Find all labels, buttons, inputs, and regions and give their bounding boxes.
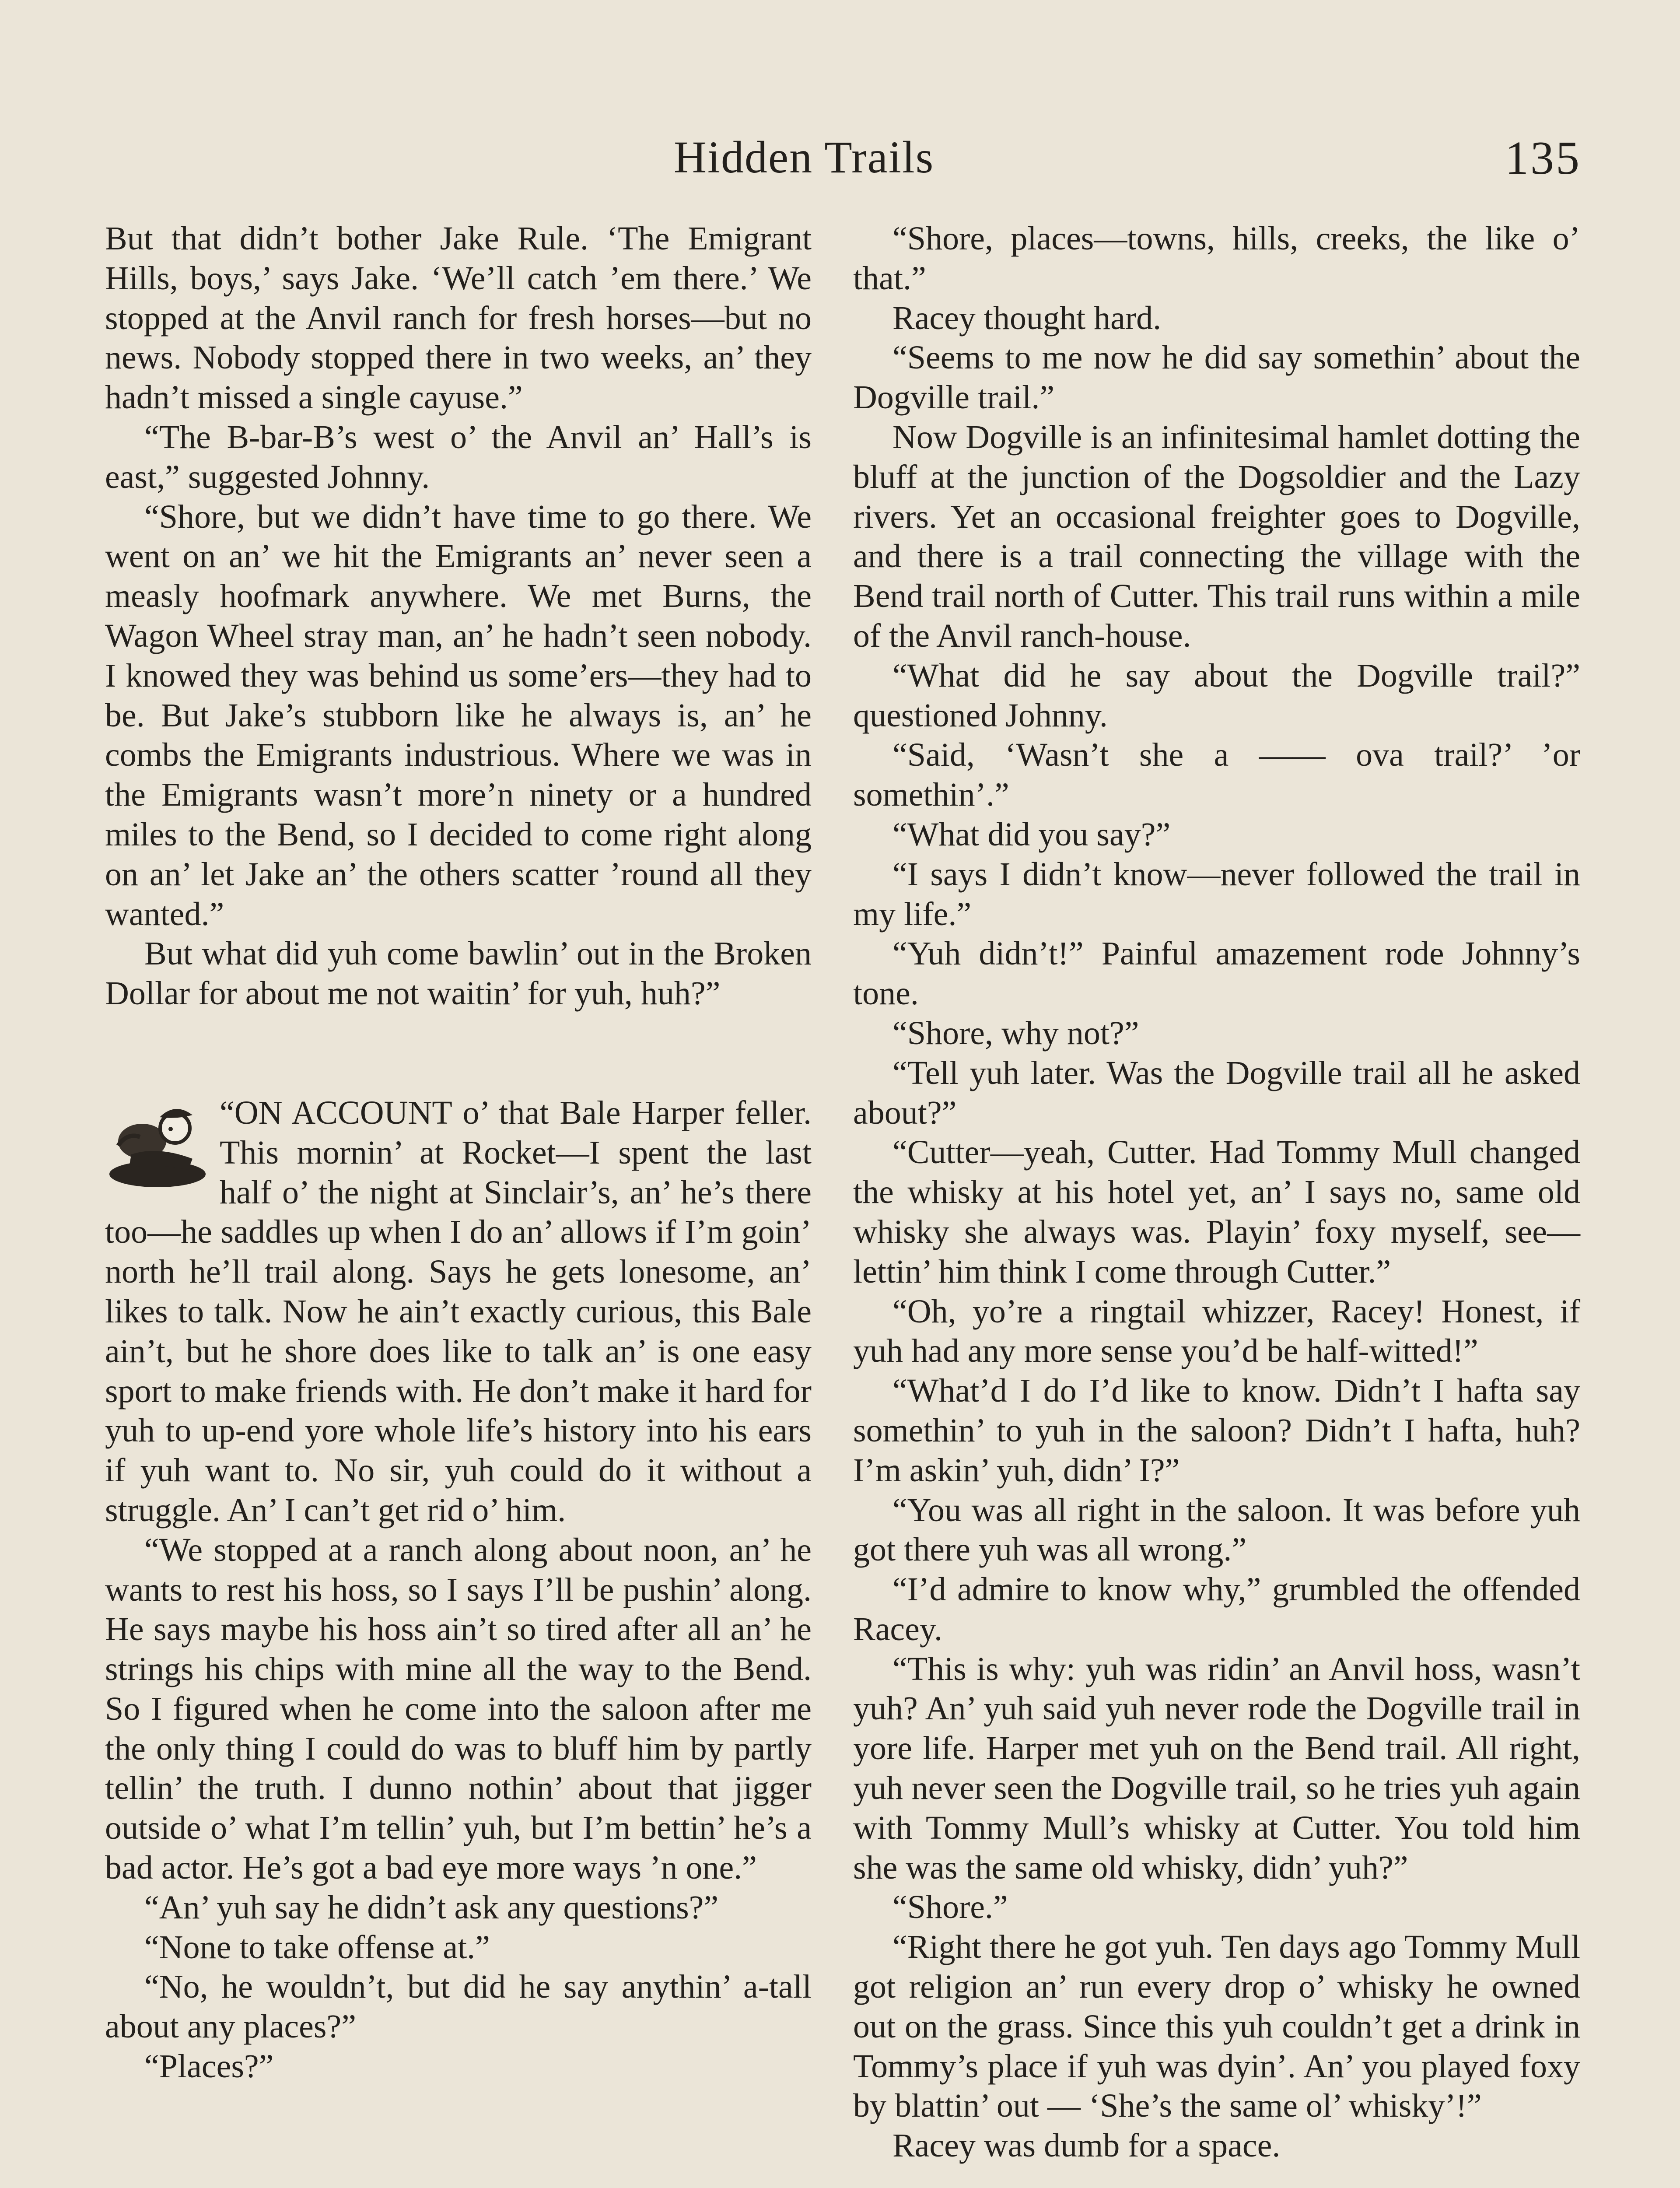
paragraph: But that didn’t bother Jake Rule. ‘The Emigrant Hills, boys,’ says Jake. ‘We’ll catch ’em there.’ We stopped at the Anvil ranch for fresh horses—but no news. Nobody stopped there in two weeks, an’ they hadn’t missed a single cayuse.” (105, 220, 812, 416)
paragraph: “Said, ‘Wasn’t she a —— ova trail?’ ’or somethin’.” (853, 736, 1580, 813)
paragraph: “Places?” (144, 2048, 274, 2085)
paragraph: “The B-bar-B’s west o’ the Anvil an’ Hall’s is east,” suggested Johnny. (105, 418, 812, 495)
paragraph: “None to take offense at.” (144, 1929, 490, 1966)
paragraph: Now Dogville is an infinitesimal hamlet dotting the bluff at the junction of the Dogsoldier and the Lazy rivers. Yet an occasional freighter goes to Dogville, and there is a trail connecting the village with the Bend trail north of Cutter. This trail runs within a mile of the Anvil ranch-house. (853, 418, 1580, 654)
paragraph: “Cutter—yeah, Cutter. Had Tommy Mull changed the whisky at his hotel yet, an’ I says no, same old whisky she always was. Playin’ foxy myself, see—lettin’ him think I come through Cutter.” (853, 1134, 1580, 1290)
paragraph: “I’d admire to know why,” grumbled the offended Racey. (853, 1571, 1580, 1648)
paragraph: “ON ACCOUNT o’ that Bale Harper feller. This mornin’ at Rocket—I spent the last half o’ the night at Sinclair’s, an’ he’s there too—he saddles up when I do an’ allows if I’m goin’ north he’ll trail along. Says he gets lonesome, an’ likes to talk. Now he ain’t exactly curious, this Bale ain’t, but he shore does like to talk an’ is one easy sport to make friends with. He don’t make it hard for yuh to up-end yore whole life’s history into his ears if yuh want to. No sir, yuh could do it without a struggle. An’ I can’t get rid o’ him. (105, 1094, 812, 1529)
section-break (105, 1013, 812, 1093)
paragraph: “Tell yuh later. Was the Dogville trail all he asked about?” (853, 1054, 1580, 1131)
paragraph: “This is why: yuh was ridin’ an Anvil hoss, wasn’t yuh? An’ yuh said yuh never rode the Dogville trail in yore life. Harper met yuh on the Bend trail. All right, yuh never seen the Dogville trail, so he tries yuh again with Tommy Mull’s whisky at Cutter. You told him she was the same old whisky, didn’ yuh?” (853, 1650, 1580, 1886)
paragraph: “Right there he got yuh. Ten days ago Tommy Mull got religion an’ run every drop o’ whisky he owned out on the grass. Since this yuh couldn’t get a drink in Tommy’s place if yuh was dyin’. An’ you played foxy by blattin’ out — ‘She’s the same ol’ whisky’!” (853, 1929, 1580, 2125)
paragraph: Racey was dumb for a space. (892, 2127, 1281, 2164)
paragraph: “What’d I do I’d like to know. Didn’t I hafta say somethin’ to yuh in the saloon? Didn’t I hafta, huh? I’m askin’ yuh, didn’ I?” (853, 1372, 1580, 1489)
paragraph: “Shore, why not?” (892, 1014, 1139, 1052)
paragraph: “Oh, yo’re a ringtail whizzer, Racey! Honest, if yuh had any more sense you’d be half-witted!” (853, 1293, 1580, 1370)
running-title: Hidden Trails (674, 132, 934, 182)
paragraph: “Seems to me now he did say somethin’ about the Dogville trail.” (853, 339, 1580, 416)
right-column (853, 219, 1580, 2166)
paragraph: “No, he wouldn’t, but did he say anythin’ a-tall about any places?” (105, 1968, 812, 2045)
left-column (105, 219, 812, 2086)
paragraph: “Yuh didn’t!” Painful amazement rode Johnny’s tone. (853, 935, 1580, 1012)
paragraph: “What did he say about the Dogville trail?” questioned Johnny. (853, 657, 1580, 734)
paragraph: “You was all right in the saloon. It was before yuh got there yuh was all wrong.” (853, 1491, 1580, 1568)
paragraph: “Shore.” (892, 1889, 1008, 1926)
cowboy-vignette-icon (105, 1093, 210, 1194)
paragraph: “Shore, places—towns, hills, creeks, the like o’ that.” (853, 220, 1580, 297)
running-head (0, 127, 1680, 188)
paragraph: Racey thought hard. (892, 299, 1162, 337)
section-opening (105, 1093, 812, 1530)
paragraph: “We stopped at a ranch along about noon, an’ he wants to rest his hoss, so I says I’ll be pushin’ along. He says maybe his hoss ain’t so tired after all an’ he strings his chips with mine all the way to the Bend. So I figured when he come into the saloon after me the only thing I could do was to bluff him by partly tellin’ the truth. I dunno nothin’ about that jigger outside o’ what I’m tellin’ yuh, but I’m bettin’ he’s a bad actor. He’s got a bad eye more ways ’n one.” (105, 1531, 812, 1886)
paragraph: “What did you say?” (892, 816, 1171, 853)
paragraph: “An’ yuh say he didn’t ask any questions?” (144, 1889, 719, 1926)
paragraph: “I says I didn’t know—never followed the trail in my life.” (853, 856, 1580, 933)
paragraph: But what did yuh come bawlin’ out in the Broken Dollar for about me not waitin’ for yuh, huh?” (105, 935, 812, 1012)
page-number: 135 (1505, 132, 1581, 184)
paragraph: “Shore, but we didn’t have time to go there. We went on an’ we hit the Emigrants an’ never seen a measly hoofmark anywhere. We met Burns, the Wagon Wheel stray man, an’ he hadn’t seen nobody. I knowed they was behind us some’ers—they had to be. But Jake’s stubborn like he always is, an’ he combs the Emigrants industrious. Where we was in the Emigrants wasn’t more’n ninety or a hundred miles to the Bend, so I decided to come right along on an’ let Jake an’ the others scatter ’round all they wanted.” (105, 498, 812, 933)
